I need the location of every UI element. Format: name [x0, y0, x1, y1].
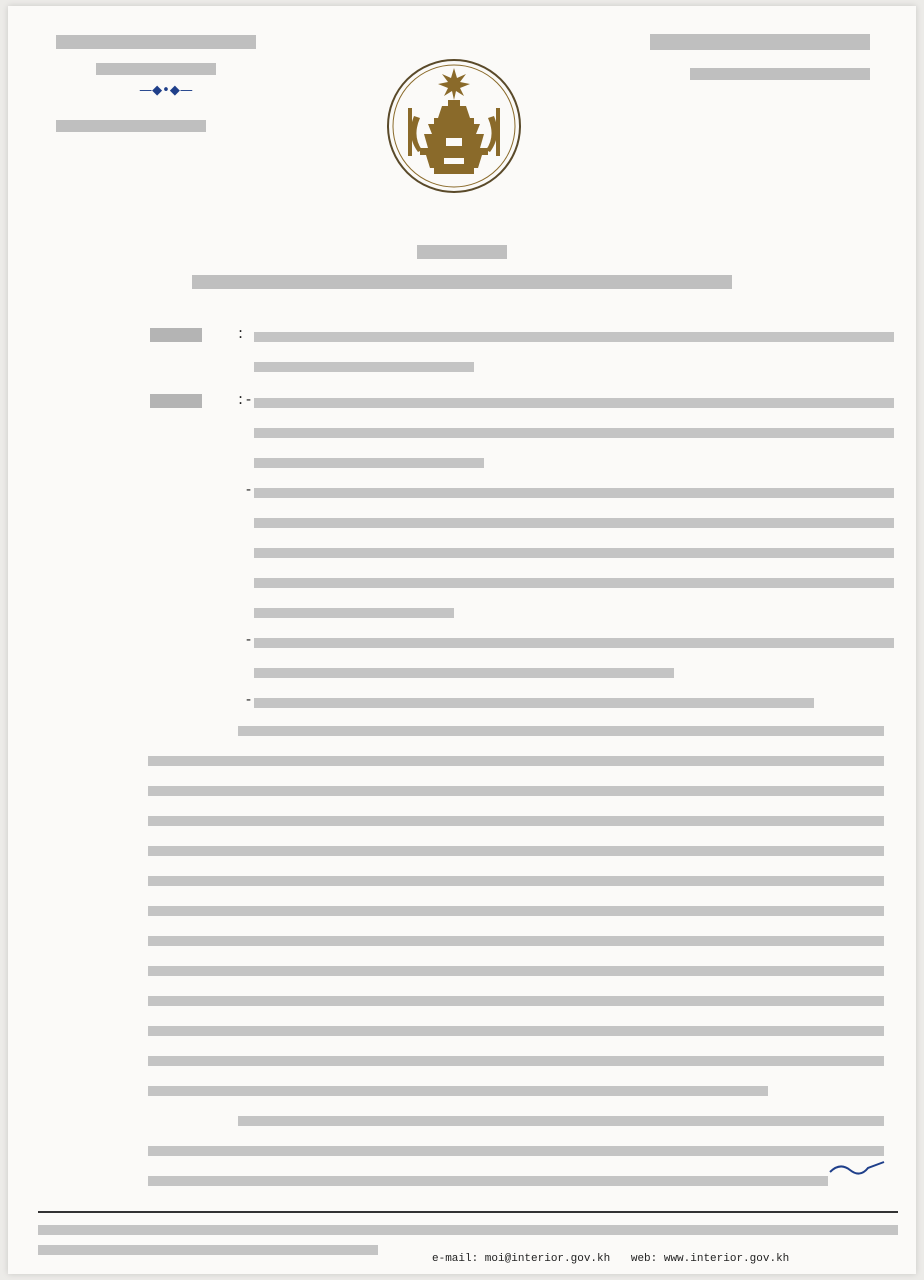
letter-page [8, 6, 916, 1274]
recipient-omitted [8, 274, 916, 293]
references-label-omitted [150, 394, 202, 408]
body-line [148, 936, 884, 946]
body-line [148, 996, 884, 1006]
body-line [148, 786, 884, 796]
subject-line [254, 332, 894, 342]
reference-line [254, 518, 894, 528]
ministry-subtitle-omitted [96, 63, 216, 75]
reference-line [254, 638, 894, 648]
reference-number-omitted [56, 120, 276, 136]
body-line [148, 816, 884, 826]
salutation-omitted [8, 244, 916, 263]
body-line [148, 906, 884, 916]
royal-crest-icon [384, 56, 524, 196]
subject-line [254, 362, 474, 372]
reference-line [254, 398, 894, 408]
footer-email: e-mail: moi@interior.gov.kh [432, 1253, 611, 1265]
body-line [148, 1146, 884, 1156]
body-line [148, 756, 884, 766]
body-line [148, 1026, 884, 1036]
body-line [148, 1176, 828, 1186]
ornament-divider-icon: —◆•◆— [139, 83, 193, 98]
reference-line [254, 548, 894, 558]
kingdom-header-block [630, 34, 870, 84]
reference-bullet: - [246, 392, 252, 408]
reference-bullet: - [246, 482, 252, 498]
reference-bullet: - [246, 692, 252, 708]
references-colon: : [238, 390, 244, 408]
body-line [148, 966, 884, 976]
reference-line [254, 428, 894, 438]
ministry-title-omitted [56, 35, 256, 49]
kingdom-title-omitted [650, 34, 870, 50]
kingdom-motto-omitted [690, 68, 870, 80]
body-line [238, 1116, 884, 1126]
reference-line [254, 458, 484, 468]
body-line [148, 1086, 768, 1096]
body-line [238, 726, 884, 736]
reference-line [254, 608, 454, 618]
ministry-header-block [56, 34, 276, 136]
body-line [148, 846, 884, 856]
body-line [148, 876, 884, 886]
body-line [148, 1056, 884, 1066]
footer-phone-omitted [38, 1245, 378, 1255]
letter-footer [38, 1211, 898, 1265]
reference-line [254, 668, 674, 678]
subject-colon: : [238, 324, 244, 342]
footer-address-omitted [38, 1225, 898, 1235]
reference-line [254, 488, 894, 498]
subject-label-omitted [150, 328, 202, 342]
reference-line [254, 578, 894, 588]
reference-line [254, 698, 814, 708]
signature-mark-icon [828, 1158, 888, 1178]
footer-web: web: www.interior.gov.kh [630, 1253, 790, 1265]
footer-contacts [432, 1253, 803, 1265]
reference-bullet: - [246, 632, 252, 648]
